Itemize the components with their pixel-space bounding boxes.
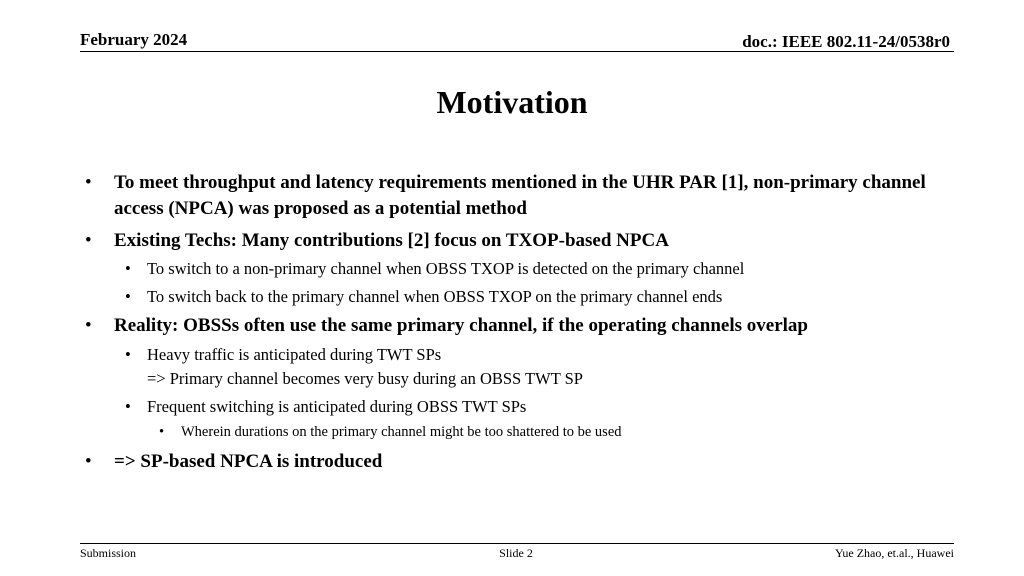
footer-submission: Submission: [80, 546, 137, 560]
header-divider: [80, 51, 954, 52]
bullet-list: [80, 170, 960, 475]
sub-sub-bullet-item: [80, 421, 960, 443]
sub-bullet-item: [80, 285, 960, 309]
sub-bullet-item: [80, 257, 960, 281]
bullet-item: [80, 170, 960, 222]
bullet-dot-icon: •: [85, 315, 92, 336]
bullet-dot-icon: •: [159, 424, 165, 440]
bullet-item: [80, 228, 960, 254]
bullet-dot-icon: •: [125, 397, 131, 416]
bullet-item: [80, 313, 960, 339]
header-doc-id: doc.: IEEE 802.11-24/0538r0: [742, 32, 950, 51]
sub-bullet-item: [80, 395, 960, 419]
bullet-text: => SP-based NPCA is introduced: [114, 451, 383, 472]
footer-divider: [80, 543, 954, 544]
header-date: February 2024: [80, 30, 188, 49]
bullet-dot-icon: •: [125, 287, 131, 306]
bullet-dot-icon: •: [85, 451, 92, 472]
bullet-dot-icon: •: [125, 259, 131, 278]
footer-slide-number: Slide 2: [499, 546, 533, 560]
slide-title: Motivation: [436, 84, 588, 120]
bullet-text: Wherein durations on the primary channel might be too shattered to be used: [181, 424, 622, 440]
bullet-text: Existing Techs: Many contributions [2] focus on TXOP-based NPCA: [114, 230, 669, 251]
bullet-dot-icon: •: [125, 345, 131, 364]
bullet-text: Heavy traffic is anticipated during TWT SPs: [147, 345, 442, 364]
sub-bullet-item: [80, 343, 960, 391]
footer-author: Yue Zhao, et.al., Huawei: [835, 546, 954, 560]
bullet-text-continuation: => Primary channel becomes very busy during an OBSS TWT SP: [147, 369, 583, 388]
bullet-text: Reality: OBSSs often use the same primary channel, if the operating channels overlap: [114, 315, 809, 336]
bullet-item: [80, 449, 960, 475]
bullet-dot-icon: •: [85, 172, 92, 193]
bullet-text: To switch to a non-primary channel when OBSS TXOP is detected on the primary channel: [147, 259, 745, 278]
bullet-dot-icon: •: [85, 230, 92, 251]
bullet-text: To meet throughput and latency requirements mentioned in the UHR PAR [1], non-primary channel access (NPCA) was proposed as a potential method: [114, 172, 926, 219]
bullet-text: Frequent switching is anticipated during OBSS TWT SPs: [147, 397, 527, 416]
bullet-text: To switch back to the primary channel when OBSS TXOP on the primary channel ends: [147, 287, 723, 306]
